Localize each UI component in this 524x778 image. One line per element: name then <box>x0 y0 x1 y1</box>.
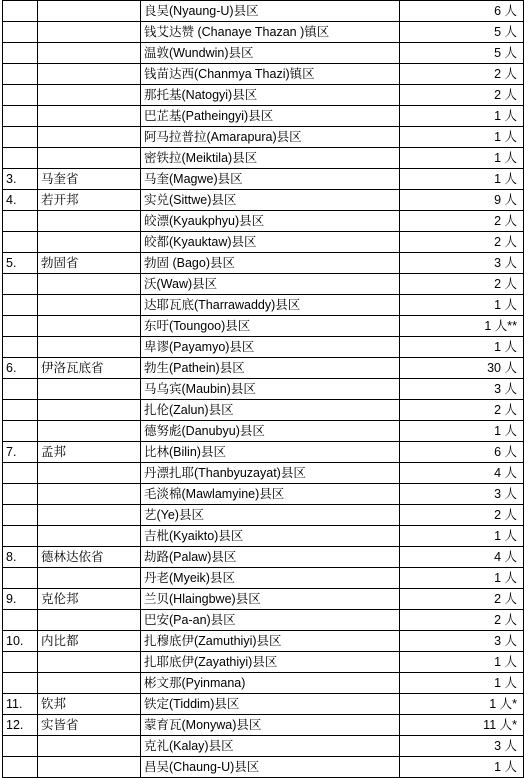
table-row <box>3 148 524 169</box>
table-row <box>3 589 524 610</box>
casualty-count: 30 人 <box>400 358 524 379</box>
row-index <box>3 673 38 694</box>
casualty-count: 2 人 <box>400 505 524 526</box>
row-index: 12. <box>3 715 38 736</box>
row-index <box>3 295 38 316</box>
row-index: 9. <box>3 589 38 610</box>
district-name: 克礼(Kalay)县区 <box>141 736 400 757</box>
state-name <box>38 421 141 442</box>
table-row <box>3 526 524 547</box>
district-name: 那托基(Natogyi)县区 <box>141 85 400 106</box>
table-row <box>3 673 524 694</box>
casualty-count: 5 人 <box>400 22 524 43</box>
state-name: 孟邦 <box>38 442 141 463</box>
state-name <box>38 148 141 169</box>
state-name <box>38 337 141 358</box>
district-name: 扎穆底伊(Zamuthiyi)县区 <box>141 631 400 652</box>
state-name <box>38 379 141 400</box>
casualty-count: 1 人 <box>400 337 524 358</box>
casualty-count: 9 人 <box>400 190 524 211</box>
row-index <box>3 337 38 358</box>
state-name: 德林达依省 <box>38 547 141 568</box>
casualty-count: 2 人 <box>400 274 524 295</box>
state-name <box>38 316 141 337</box>
casualty-table <box>2 0 524 778</box>
state-name <box>38 211 141 232</box>
casualty-count: 2 人 <box>400 400 524 421</box>
state-name <box>38 505 141 526</box>
casualty-count: 11 人* <box>400 715 524 736</box>
district-name: 艺(Ye)县区 <box>141 505 400 526</box>
table-row <box>3 463 524 484</box>
row-index <box>3 211 38 232</box>
district-name: 巴安(Pa-an)县区 <box>141 610 400 631</box>
table-row <box>3 379 524 400</box>
casualty-count: 1 人** <box>400 316 524 337</box>
casualty-count: 2 人 <box>400 232 524 253</box>
state-name: 勃固省 <box>38 253 141 274</box>
table-row <box>3 715 524 736</box>
district-name: 皎漂(Kyaukphyu)县区 <box>141 211 400 232</box>
row-index <box>3 106 38 127</box>
row-index <box>3 274 38 295</box>
state-name <box>38 610 141 631</box>
casualty-count: 3 人 <box>400 736 524 757</box>
table-row <box>3 274 524 295</box>
state-name <box>38 757 141 778</box>
casualty-count: 2 人 <box>400 211 524 232</box>
casualty-count: 1 人 <box>400 169 524 190</box>
row-index <box>3 316 38 337</box>
state-name <box>38 526 141 547</box>
table-row <box>3 568 524 589</box>
row-index: 4. <box>3 190 38 211</box>
casualty-count: 1 人* <box>400 694 524 715</box>
table-row <box>3 106 524 127</box>
row-index <box>3 505 38 526</box>
table-row <box>3 694 524 715</box>
casualty-count: 1 人 <box>400 106 524 127</box>
casualty-count: 1 人 <box>400 568 524 589</box>
row-index <box>3 526 38 547</box>
district-name: 丹漂扎耶(Thanbyuzayat)县区 <box>141 463 400 484</box>
row-index <box>3 400 38 421</box>
row-index <box>3 610 38 631</box>
casualty-count: 2 人 <box>400 64 524 85</box>
table-row <box>3 211 524 232</box>
casualty-count: 1 人 <box>400 421 524 442</box>
casualty-count: 3 人 <box>400 631 524 652</box>
state-name: 克伦邦 <box>38 589 141 610</box>
table-row <box>3 421 524 442</box>
casualty-count: 1 人 <box>400 526 524 547</box>
table-row <box>3 190 524 211</box>
table-row <box>3 736 524 757</box>
table-row <box>3 505 524 526</box>
row-index: 6. <box>3 358 38 379</box>
state-name <box>38 64 141 85</box>
state-name <box>38 673 141 694</box>
state-name <box>38 568 141 589</box>
district-name: 兰贝(Hlaingbwe)县区 <box>141 589 400 610</box>
row-index: 3. <box>3 169 38 190</box>
row-index <box>3 85 38 106</box>
casualty-count: 3 人 <box>400 379 524 400</box>
state-name: 马奎省 <box>38 169 141 190</box>
casualty-count: 3 人 <box>400 253 524 274</box>
casualty-count: 4 人 <box>400 547 524 568</box>
casualty-count: 2 人 <box>400 85 524 106</box>
casualty-count: 1 人 <box>400 127 524 148</box>
state-name: 若开邦 <box>38 190 141 211</box>
district-name: 毛淡棉(Mawlamyine)县区 <box>141 484 400 505</box>
row-index: 7. <box>3 442 38 463</box>
table-row <box>3 652 524 673</box>
row-index <box>3 568 38 589</box>
table-row <box>3 295 524 316</box>
row-index <box>3 22 38 43</box>
state-name <box>38 652 141 673</box>
table-row <box>3 22 524 43</box>
state-name <box>38 85 141 106</box>
district-name: 钱艾达赞 (Chanaye Thazan )镇区 <box>141 22 400 43</box>
table-row <box>3 169 524 190</box>
casualty-count: 1 人 <box>400 652 524 673</box>
row-index <box>3 148 38 169</box>
district-name: 钱苗达西(Chanmya Thazi)镇区 <box>141 64 400 85</box>
state-name <box>38 274 141 295</box>
state-name <box>38 484 141 505</box>
district-name: 勃生(Pathein)县区 <box>141 358 400 379</box>
state-name: 实皆省 <box>38 715 141 736</box>
district-name: 铁定(Tiddim)县区 <box>141 694 400 715</box>
row-index <box>3 736 38 757</box>
table-row <box>3 43 524 64</box>
district-name: 劫路(Palaw)县区 <box>141 547 400 568</box>
state-name: 伊洛瓦底省 <box>38 358 141 379</box>
state-name <box>38 400 141 421</box>
state-name <box>38 127 141 148</box>
district-name: 彬文那(Pyinmana) <box>141 673 400 694</box>
row-index <box>3 127 38 148</box>
casualty-count: 2 人 <box>400 589 524 610</box>
row-index <box>3 652 38 673</box>
table-row <box>3 232 524 253</box>
state-name <box>38 463 141 484</box>
row-index <box>3 1 38 22</box>
district-name: 扎伦(Zalun)县区 <box>141 400 400 421</box>
casualty-count: 1 人 <box>400 673 524 694</box>
state-name <box>38 22 141 43</box>
district-name: 实兑(Sittwe)县区 <box>141 190 400 211</box>
district-name: 丹老(Myeik)县区 <box>141 568 400 589</box>
district-name: 东吁(Toungoo)县区 <box>141 316 400 337</box>
table-row <box>3 484 524 505</box>
table-row <box>3 316 524 337</box>
table-row <box>3 757 524 778</box>
row-index: 10. <box>3 631 38 652</box>
casualty-count: 5 人 <box>400 43 524 64</box>
table-row <box>3 64 524 85</box>
district-name: 蒙育瓦(Monywa)县区 <box>141 715 400 736</box>
district-name: 马奎(Magwe)县区 <box>141 169 400 190</box>
table-body <box>3 1 524 778</box>
state-name <box>38 43 141 64</box>
table-row <box>3 631 524 652</box>
district-name: 马乌宾(Maubin)县区 <box>141 379 400 400</box>
row-index <box>3 757 38 778</box>
row-index: 5. <box>3 253 38 274</box>
district-name: 温敦(Wundwin)县区 <box>141 43 400 64</box>
table-row <box>3 337 524 358</box>
district-name: 卑谬(Payamyo)县区 <box>141 337 400 358</box>
state-name <box>38 232 141 253</box>
district-name: 吉枇(Kyaikto)县区 <box>141 526 400 547</box>
district-name: 密铁拉(Meiktila)县区 <box>141 148 400 169</box>
district-name: 勃固 (Bago)县区 <box>141 253 400 274</box>
table-row <box>3 547 524 568</box>
district-name: 比林(Bilin)县区 <box>141 442 400 463</box>
table-row <box>3 1 524 22</box>
casualty-count: 4 人 <box>400 463 524 484</box>
table-row <box>3 85 524 106</box>
row-index <box>3 64 38 85</box>
state-name: 钦邦 <box>38 694 141 715</box>
row-index <box>3 232 38 253</box>
state-name <box>38 106 141 127</box>
district-name: 沃(Waw)县区 <box>141 274 400 295</box>
state-name <box>38 295 141 316</box>
table-row <box>3 610 524 631</box>
row-index: 8. <box>3 547 38 568</box>
casualty-count: 6 人 <box>400 1 524 22</box>
district-name: 扎耶底伊(Zayathiyi)县区 <box>141 652 400 673</box>
district-name: 昌吴(Chaung-U)县区 <box>141 757 400 778</box>
row-index <box>3 484 38 505</box>
table-row <box>3 253 524 274</box>
casualty-count: 1 人 <box>400 295 524 316</box>
district-name: 德努彪(Danubyu)县区 <box>141 421 400 442</box>
row-index <box>3 463 38 484</box>
row-index <box>3 379 38 400</box>
row-index <box>3 421 38 442</box>
table-row <box>3 358 524 379</box>
casualty-count: 1 人 <box>400 757 524 778</box>
row-index <box>3 43 38 64</box>
district-name: 良吴(Nyaung-U)县区 <box>141 1 400 22</box>
casualty-count: 2 人 <box>400 610 524 631</box>
district-name: 达耶瓦底(Tharrawaddy)县区 <box>141 295 400 316</box>
casualty-count: 1 人 <box>400 148 524 169</box>
district-name: 皎都(Kyauktaw)县区 <box>141 232 400 253</box>
table-row <box>3 442 524 463</box>
district-name: 阿马拉普拉(Amarapura)县区 <box>141 127 400 148</box>
table-row <box>3 400 524 421</box>
state-name: 内比都 <box>38 631 141 652</box>
casualty-count: 6 人 <box>400 442 524 463</box>
table-row <box>3 127 524 148</box>
state-name <box>38 736 141 757</box>
casualty-count: 3 人 <box>400 484 524 505</box>
district-name: 巴芷基(Patheingyi)县区 <box>141 106 400 127</box>
row-index: 11. <box>3 694 38 715</box>
state-name <box>38 1 141 22</box>
